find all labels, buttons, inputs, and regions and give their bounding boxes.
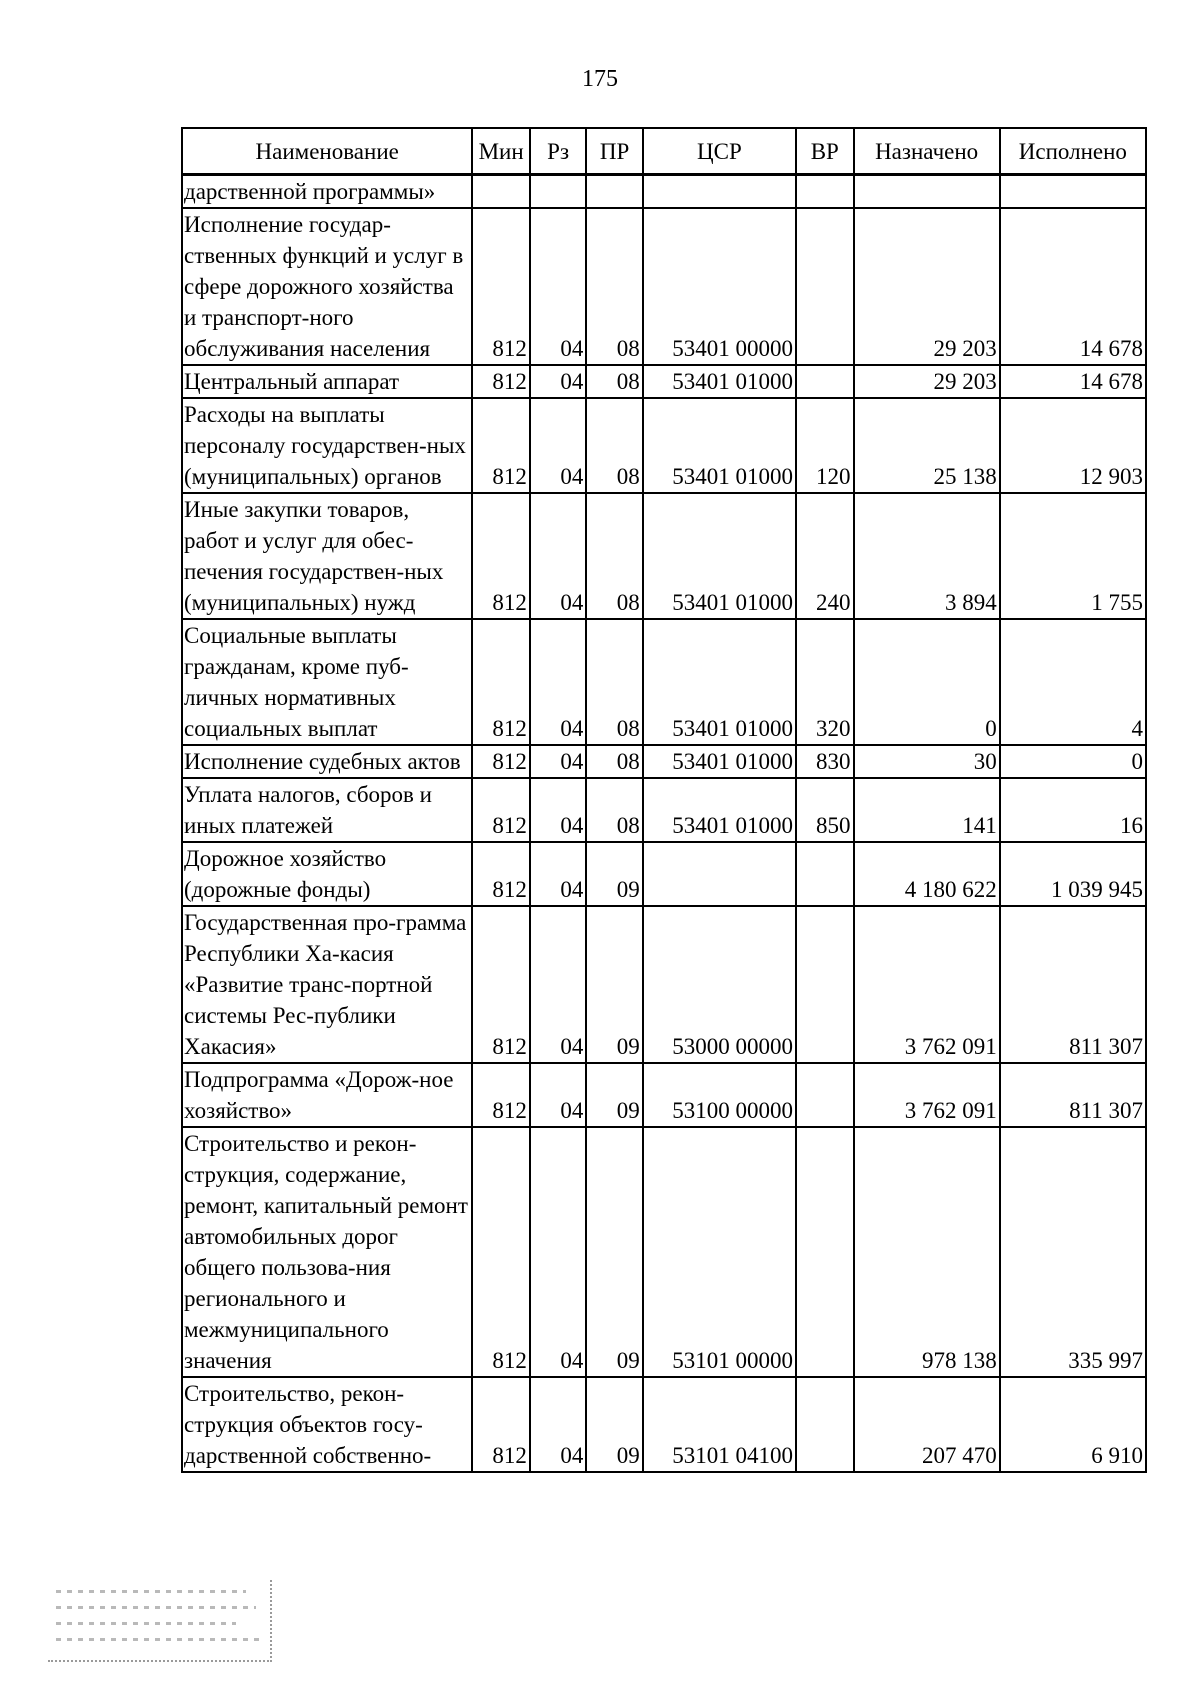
- table-row: [182, 398, 1146, 493]
- cell-csr: [643, 842, 796, 906]
- cell-pr: 08: [586, 619, 642, 745]
- cell-assigned: 978 138: [854, 1127, 1000, 1377]
- cell-executed: 1 039 945: [1000, 842, 1146, 906]
- cell-assigned: 207 470: [854, 1377, 1000, 1472]
- header-assigned: Назначено: [854, 128, 1000, 175]
- cell-pr: 09: [586, 906, 642, 1063]
- budget-table: [181, 127, 1147, 1473]
- cell-rz: 04: [530, 906, 586, 1063]
- table-row: [182, 208, 1146, 365]
- cell-name: Центральный аппарат: [182, 365, 472, 398]
- table-row: [182, 1127, 1146, 1377]
- cell-name: Дорожное хозяйство (дорожные фонды): [182, 842, 472, 906]
- header-csr: ЦСР: [643, 128, 796, 175]
- table-header-row: [182, 128, 1146, 175]
- cell-rz: 04: [530, 745, 586, 778]
- table-row: [182, 619, 1146, 745]
- cell-rz: [530, 175, 586, 209]
- cell-assigned: 3 762 091: [854, 906, 1000, 1063]
- cell-vr: 240: [796, 493, 853, 619]
- cell-min: 812: [472, 778, 529, 842]
- cell-assigned: 29 203: [854, 208, 1000, 365]
- cell-name: Иные закупки товаров, работ и услуг для обес-печения государствен-ных (муниципальных) нужд: [182, 493, 472, 619]
- cell-pr: 08: [586, 745, 642, 778]
- cell-executed: 4: [1000, 619, 1146, 745]
- cell-assigned: 3 762 091: [854, 1063, 1000, 1127]
- cell-pr: 08: [586, 778, 642, 842]
- stamp-line: [56, 1638, 261, 1641]
- header-name: Наименование: [182, 128, 472, 175]
- cell-name: Уплата налогов, сборов и иных платежей: [182, 778, 472, 842]
- cell-name: Государственная про-грамма Республики Ха-касия «Развитие транс-портной системы Рес-публики Хакасия»: [182, 906, 472, 1063]
- cell-min: 812: [472, 365, 529, 398]
- cell-executed: 14 678: [1000, 208, 1146, 365]
- cell-rz: 04: [530, 619, 586, 745]
- cell-name: Исполнение судебных актов: [182, 745, 472, 778]
- cell-rz: 04: [530, 842, 586, 906]
- cell-name: Подпрограмма «Дорож-ное хозяйство»: [182, 1063, 472, 1127]
- table-row: [182, 365, 1146, 398]
- cell-csr: 53401 01000: [643, 745, 796, 778]
- cell-vr: [796, 1127, 853, 1377]
- cell-executed: 6 910: [1000, 1377, 1146, 1472]
- cell-executed: 811 307: [1000, 1063, 1146, 1127]
- cell-csr: 53401 01000: [643, 778, 796, 842]
- cell-csr: 53101 04100: [643, 1377, 796, 1472]
- cell-executed: 1 755: [1000, 493, 1146, 619]
- table-row: [182, 175, 1146, 209]
- cell-executed: 14 678: [1000, 365, 1146, 398]
- cell-assigned: 25 138: [854, 398, 1000, 493]
- cell-rz: 04: [530, 365, 586, 398]
- cell-vr: [796, 1377, 853, 1472]
- table-row: [182, 906, 1146, 1063]
- cell-vr: 830: [796, 745, 853, 778]
- table-row: [182, 1377, 1146, 1472]
- table-row: [182, 745, 1146, 778]
- cell-pr: 09: [586, 1127, 642, 1377]
- cell-pr: 08: [586, 398, 642, 493]
- cell-rz: 04: [530, 208, 586, 365]
- cell-csr: 53101 00000: [643, 1127, 796, 1377]
- cell-csr: 53000 00000: [643, 906, 796, 1063]
- cell-csr: [643, 175, 796, 209]
- cell-min: 812: [472, 745, 529, 778]
- stamp-line: [56, 1590, 246, 1593]
- cell-name: Социальные выплаты гражданам, кроме пуб-личных нормативных социальных выплат: [182, 619, 472, 745]
- cell-name: Расходы на выплаты персоналу государствен-ных (муниципальных) органов: [182, 398, 472, 493]
- cell-min: 812: [472, 1063, 529, 1127]
- cell-assigned: 141: [854, 778, 1000, 842]
- cell-min: 812: [472, 208, 529, 365]
- cell-assigned: [854, 175, 1000, 209]
- header-vr: ВР: [796, 128, 853, 175]
- faded-stamp: [48, 1580, 272, 1662]
- cell-executed: 811 307: [1000, 906, 1146, 1063]
- cell-executed: 335 997: [1000, 1127, 1146, 1377]
- cell-executed: 16: [1000, 778, 1146, 842]
- cell-assigned: 4 180 622: [854, 842, 1000, 906]
- cell-rz: 04: [530, 1377, 586, 1472]
- header-executed: Исполнено: [1000, 128, 1146, 175]
- cell-min: 812: [472, 398, 529, 493]
- cell-min: [472, 175, 529, 209]
- cell-vr: [796, 175, 853, 209]
- cell-min: 812: [472, 1377, 529, 1472]
- cell-csr: 53401 00000: [643, 208, 796, 365]
- table-row: [182, 842, 1146, 906]
- cell-assigned: 30: [854, 745, 1000, 778]
- stamp-line: [56, 1622, 236, 1625]
- cell-pr: 09: [586, 1063, 642, 1127]
- cell-vr: [796, 906, 853, 1063]
- stamp-line: [56, 1606, 256, 1609]
- table-row: [182, 778, 1146, 842]
- cell-assigned: 3 894: [854, 493, 1000, 619]
- header-pr: ПР: [586, 128, 642, 175]
- cell-vr: [796, 208, 853, 365]
- cell-rz: 04: [530, 398, 586, 493]
- cell-rz: 04: [530, 778, 586, 842]
- cell-min: 812: [472, 1127, 529, 1377]
- cell-vr: 850: [796, 778, 853, 842]
- cell-pr: 08: [586, 493, 642, 619]
- cell-vr: 120: [796, 398, 853, 493]
- cell-executed: 12 903: [1000, 398, 1146, 493]
- cell-executed: [1000, 175, 1146, 209]
- cell-vr: [796, 365, 853, 398]
- cell-rz: 04: [530, 1063, 586, 1127]
- cell-executed: 0: [1000, 745, 1146, 778]
- cell-vr: [796, 1063, 853, 1127]
- cell-csr: 53100 00000: [643, 1063, 796, 1127]
- table-row: [182, 493, 1146, 619]
- cell-assigned: 0: [854, 619, 1000, 745]
- cell-pr: 09: [586, 842, 642, 906]
- table-row: [182, 1063, 1146, 1127]
- cell-min: 812: [472, 619, 529, 745]
- header-rz: Рз: [530, 128, 586, 175]
- cell-pr: 09: [586, 1377, 642, 1472]
- header-min: Мин: [472, 128, 529, 175]
- cell-vr: [796, 842, 853, 906]
- cell-name: Исполнение государ-ственных функций и услуг в сфере дорожного хозяйства и транспорт-ного обслуживания населения: [182, 208, 472, 365]
- page-number: 175: [582, 66, 618, 92]
- cell-rz: 04: [530, 1127, 586, 1377]
- cell-name: Строительство, рекон-струкция объектов госу-дарственной собственно-: [182, 1377, 472, 1472]
- cell-csr: 53401 01000: [643, 365, 796, 398]
- cell-csr: 53401 01000: [643, 619, 796, 745]
- cell-csr: 53401 01000: [643, 493, 796, 619]
- cell-pr: [586, 175, 642, 209]
- cell-name: Строительство и рекон-струкция, содержание, ремонт, капитальный ремонт автомобильных дорог общего пользова-ния регионального и межмуниципального значения: [182, 1127, 472, 1377]
- cell-min: 812: [472, 493, 529, 619]
- cell-assigned: 29 203: [854, 365, 1000, 398]
- cell-min: 812: [472, 842, 529, 906]
- cell-min: 812: [472, 906, 529, 1063]
- cell-rz: 04: [530, 493, 586, 619]
- cell-pr: 08: [586, 365, 642, 398]
- cell-csr: 53401 01000: [643, 398, 796, 493]
- cell-vr: 320: [796, 619, 853, 745]
- cell-pr: 08: [586, 208, 642, 365]
- cell-name: дарственной программы»: [182, 175, 472, 209]
